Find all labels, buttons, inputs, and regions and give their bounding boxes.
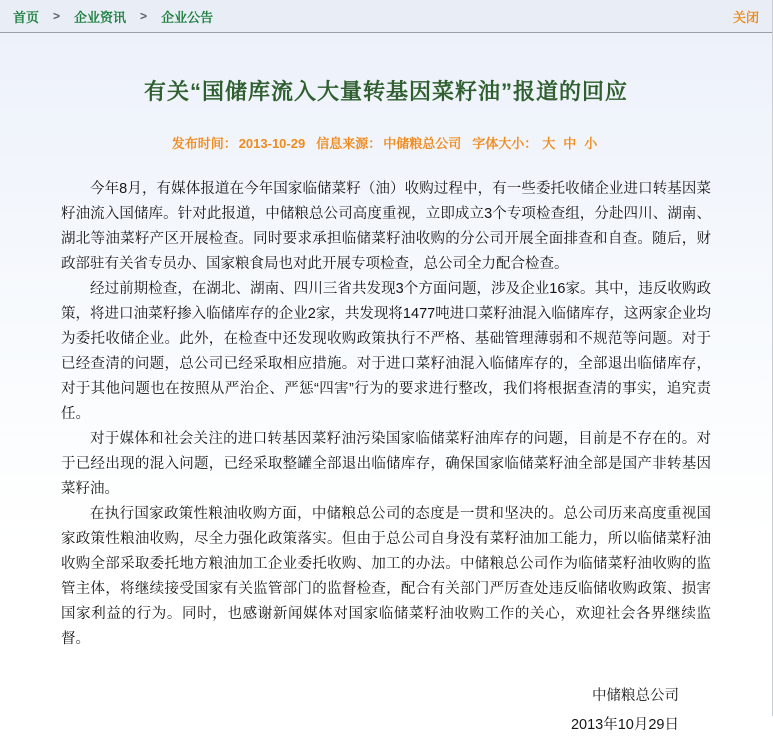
font-size-label: 字体大小： — [472, 136, 538, 151]
source-label: 信息来源： — [316, 136, 382, 151]
breadcrumb-home-link[interactable]: 首页 — [13, 9, 40, 25]
article-signature — [61, 682, 679, 740]
article-paragraph: 在执行国家政策性粮油收购方面，中储粮总公司的态度是一贯和坚决的。总公司历来高度重视国家政策性粮油收购，尽全力强化政策落实。但由于总公司自身没有菜籽油加工能力，所以临储菜籽油收购全部采取委托地方粮油加工企业委托收购、加工的办法。中储粮总公司作为临储菜籽油收购的监管主体，将继续接受国家有关监管部门的监督检查，配合有关部门严厉查处违反临储收购政策、损害国家利益的行为。同时，也感谢新闻媒体对国家临储菜籽油收购工作的关心，欢迎社会各界继续监督。 — [61, 506, 711, 647]
breadcrumb-company-news-link[interactable]: 企业资讯 — [74, 9, 127, 25]
font-size-large-link[interactable]: 大 — [542, 136, 556, 151]
signature-date: 2013年10月29日 — [570, 717, 679, 733]
breadcrumb-separator: > — [53, 9, 61, 23]
breadcrumb — [13, 7, 213, 26]
article-body — [61, 177, 711, 652]
article-content-area — [0, 33, 772, 740]
article-title: 有关“国储库流入大量转基因菜籽油”报道的回应 — [143, 79, 628, 104]
source-name: 中储粮总公司 — [383, 136, 462, 151]
top-navigation-bar — [0, 0, 772, 33]
publish-date: 2013-10-29 — [238, 136, 306, 151]
breadcrumb-company-announcements-link[interactable]: 企业公告 — [161, 9, 214, 25]
article-paragraph: 今年8月，有媒体报道在今年国家临储菜籽（油）收购过程中，有一些委托收储企业进口转基因菜籽油流入国储库。针对此报道，中储粮总公司高度重视，立即成立3个专项检查组，分赴四川、湖南、湖北等油菜籽产区开展检查。同时要求承担临储菜籽油收购的分公司开展全面排查和自查。随后，财政部驻有关省专员办、国家粮食局也对此开展专项检查，总公司全力配合检查。 — [61, 181, 711, 272]
font-size-medium-link[interactable]: 中 — [563, 136, 577, 151]
publish-time-label: 发布时间： — [171, 136, 237, 151]
signature-organization: 中储粮总公司 — [592, 688, 679, 704]
close-button[interactable]: 关闭 — [732, 9, 759, 25]
font-size-small-link[interactable]: 小 — [584, 136, 598, 151]
article-meta-line — [61, 133, 711, 152]
article-paragraph: 经过前期检查，在湖北、湖南、四川三省共发现3个方面问题，涉及企业16家。其中，违反收购政策，将进口油菜籽掺入临储库存的企业2家，共发现将1477吨进口菜籽油混入临储库存，这两家企业均为委托收储企业。此外，在检查中还发现收购政策执行不严格、基础管理薄弱和不规范等问题。对于已经查清的问题，总公司已经采取相应措施。对于进口菜籽油混入临储库存的，全部退出临储库存，对于其他问题也在按照从严治企、严惩“四害”行为的要求进行整改，我们将根据查清的事实，追究责任。 — [61, 281, 711, 422]
article-paragraph: 对于媒体和社会关注的进口转基因菜籽油污染国家临储菜籽油库存的问题，目前是不存在的。对于已经出现的混入问题，已经采取整罐全部退出临储库存，确保国家临储菜籽油全部是国产非转基因菜籽油。 — [61, 431, 711, 497]
breadcrumb-separator: > — [140, 9, 148, 23]
